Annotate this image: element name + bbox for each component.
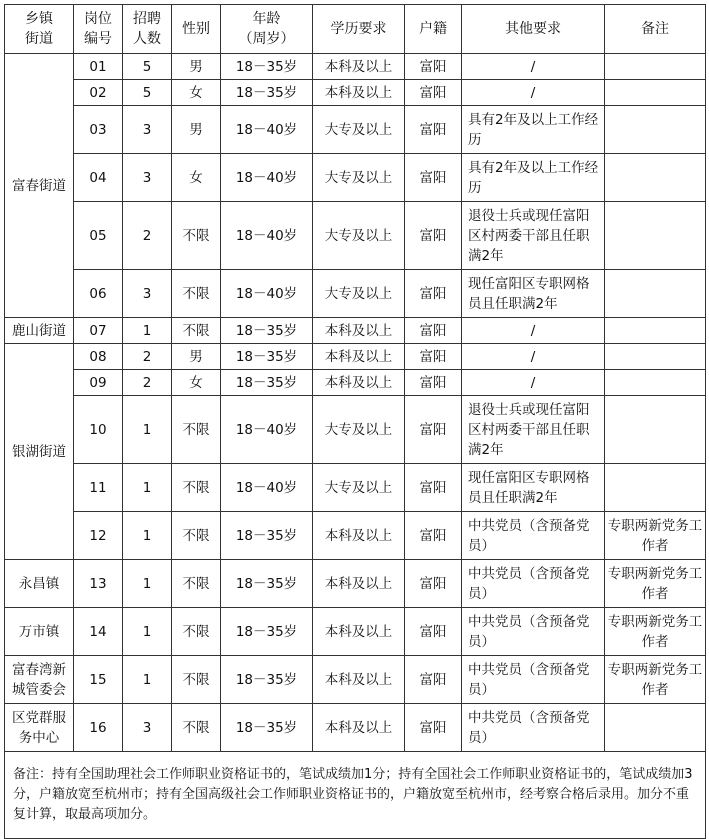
count-cell: 1: [123, 464, 172, 512]
education-cell: 大专及以上: [313, 270, 405, 318]
other-req-cell: 现任富阳区专职网格员且任职满2年: [462, 464, 605, 512]
post-id-cell: 02: [74, 80, 123, 106]
education-cell: 大专及以上: [313, 202, 405, 270]
gender-cell: 不限: [172, 270, 221, 318]
table-row: [5, 608, 706, 656]
gender-cell: 男: [172, 106, 221, 154]
other-req-cell: /: [462, 344, 605, 370]
education-cell: 本科及以上: [313, 370, 405, 396]
gender-cell: 不限: [172, 704, 221, 752]
education-cell: 本科及以上: [313, 704, 405, 752]
other-req-cell: 退役士兵或现任富阳区村两委干部且任职满2年: [462, 202, 605, 270]
table-row: [5, 464, 706, 512]
other-req-cell: 中共党员（含预备党员）: [462, 560, 605, 608]
other-req-cell: /: [462, 80, 605, 106]
post-id-cell: 16: [74, 704, 123, 752]
education-cell: 本科及以上: [313, 54, 405, 80]
post-id-cell: 07: [74, 318, 123, 344]
count-cell: 2: [123, 202, 172, 270]
recruitment-table: [4, 4, 706, 839]
gender-cell: 不限: [172, 560, 221, 608]
count-cell: 3: [123, 106, 172, 154]
hukou-cell: 富阳: [405, 270, 462, 318]
header-count: 招聘 人数: [123, 5, 172, 54]
hukou-cell: 富阳: [405, 318, 462, 344]
post-id-cell: 01: [74, 54, 123, 80]
gender-cell: 不限: [172, 464, 221, 512]
remark-cell: 专职两新党务工作者: [605, 656, 706, 704]
other-req-cell: /: [462, 318, 605, 344]
header-education: 学历要求: [313, 5, 405, 54]
table-row: [5, 656, 706, 704]
count-cell: 2: [123, 344, 172, 370]
remark-cell: [605, 106, 706, 154]
gender-cell: 女: [172, 80, 221, 106]
gender-cell: 不限: [172, 318, 221, 344]
table-row: [5, 270, 706, 318]
age-cell: 18－35岁: [221, 370, 313, 396]
gender-cell: 男: [172, 344, 221, 370]
other-req-cell: 退役士兵或现任富阳区村两委干部且任职满2年: [462, 396, 605, 464]
post-id-cell: 03: [74, 106, 123, 154]
other-req-cell: 具有2年及以上工作经历: [462, 154, 605, 202]
gender-cell: 不限: [172, 512, 221, 560]
table-row: [5, 54, 706, 80]
count-cell: 5: [123, 54, 172, 80]
age-cell: 18－40岁: [221, 396, 313, 464]
hukou-cell: 富阳: [405, 106, 462, 154]
town-cell: 富春湾新城管委会: [5, 656, 74, 704]
header-hukou: 户籍: [405, 5, 462, 54]
town-cell: 银湖街道: [5, 344, 74, 560]
remark-cell: [605, 154, 706, 202]
gender-cell: 男: [172, 54, 221, 80]
post-id-cell: 11: [74, 464, 123, 512]
post-id-cell: 12: [74, 512, 123, 560]
count-cell: 1: [123, 608, 172, 656]
age-cell: 18－40岁: [221, 464, 313, 512]
remark-cell: 专职两新党务工作者: [605, 512, 706, 560]
count-cell: 1: [123, 560, 172, 608]
gender-cell: 女: [172, 370, 221, 396]
table-row: [5, 106, 706, 154]
count-cell: 1: [123, 318, 172, 344]
note-row: [5, 752, 706, 839]
town-cell: 永昌镇: [5, 560, 74, 608]
hukou-cell: 富阳: [405, 464, 462, 512]
hukou-cell: 富阳: [405, 704, 462, 752]
count-cell: 1: [123, 512, 172, 560]
education-cell: 本科及以上: [313, 608, 405, 656]
header-town: 乡镇 街道: [5, 5, 74, 54]
count-cell: 5: [123, 80, 172, 106]
hukou-cell: 富阳: [405, 396, 462, 464]
age-cell: 18－35岁: [221, 704, 313, 752]
age-cell: 18－35岁: [221, 54, 313, 80]
education-cell: 大专及以上: [313, 154, 405, 202]
gender-cell: 不限: [172, 608, 221, 656]
age-cell: 18－35岁: [221, 512, 313, 560]
count-cell: 3: [123, 154, 172, 202]
other-req-cell: 中共党员（含预备党员）: [462, 704, 605, 752]
footnote: 备注：持有全国助理社会工作师职业资格证书的，笔试成绩加1分；持有全国社会工作师职业资格证书的，笔试成绩加3分，户籍放宽至杭州市；持有全国高级社会工作师职业资格证书的，户籍放宽至杭州市，经考察合格后录用。加分不重复计算，取最高项加分。: [5, 752, 706, 839]
other-req-cell: 中共党员（含预备党员）: [462, 512, 605, 560]
post-id-cell: 09: [74, 370, 123, 396]
education-cell: 本科及以上: [313, 512, 405, 560]
education-cell: 大专及以上: [313, 464, 405, 512]
header-remark: 备注: [605, 5, 706, 54]
other-req-cell: /: [462, 54, 605, 80]
table-row: [5, 154, 706, 202]
education-cell: 大专及以上: [313, 106, 405, 154]
remark-cell: 专职两新党务工作者: [605, 560, 706, 608]
age-cell: 18－35岁: [221, 608, 313, 656]
remark-cell: [605, 54, 706, 80]
table-row: [5, 370, 706, 396]
table-row: [5, 202, 706, 270]
post-id-cell: 04: [74, 154, 123, 202]
count-cell: 3: [123, 270, 172, 318]
remark-cell: [605, 464, 706, 512]
header-age: 年龄 （周岁）: [221, 5, 313, 54]
post-id-cell: 10: [74, 396, 123, 464]
table-row: [5, 318, 706, 344]
education-cell: 本科及以上: [313, 344, 405, 370]
age-cell: 18－40岁: [221, 270, 313, 318]
education-cell: 本科及以上: [313, 318, 405, 344]
header-gender: 性别: [172, 5, 221, 54]
education-cell: 本科及以上: [313, 560, 405, 608]
hukou-cell: 富阳: [405, 154, 462, 202]
remark-cell: [605, 396, 706, 464]
table-row: [5, 344, 706, 370]
count-cell: 3: [123, 704, 172, 752]
remark-cell: [605, 704, 706, 752]
remark-cell: [605, 344, 706, 370]
age-cell: 18－35岁: [221, 656, 313, 704]
age-cell: 18－40岁: [221, 154, 313, 202]
post-id-cell: 05: [74, 202, 123, 270]
hukou-cell: 富阳: [405, 560, 462, 608]
table-row: [5, 512, 706, 560]
age-cell: 18－35岁: [221, 344, 313, 370]
hukou-cell: 富阳: [405, 80, 462, 106]
remark-cell: [605, 370, 706, 396]
gender-cell: 不限: [172, 396, 221, 464]
town-cell: 区党群服务中心: [5, 704, 74, 752]
hukou-cell: 富阳: [405, 54, 462, 80]
remark-cell: [605, 270, 706, 318]
other-req-cell: 现任富阳区专职网格员且任职满2年: [462, 270, 605, 318]
town-cell: 富春街道: [5, 54, 74, 318]
town-cell: 鹿山街道: [5, 318, 74, 344]
remark-cell: 专职两新党务工作者: [605, 608, 706, 656]
post-id-cell: 15: [74, 656, 123, 704]
table-row: [5, 80, 706, 106]
age-cell: 18－40岁: [221, 106, 313, 154]
post-id-cell: 08: [74, 344, 123, 370]
recruitment-table-wrapper: [4, 4, 706, 839]
gender-cell: 女: [172, 154, 221, 202]
remark-cell: [605, 318, 706, 344]
hukou-cell: 富阳: [405, 344, 462, 370]
hukou-cell: 富阳: [405, 656, 462, 704]
education-cell: 大专及以上: [313, 396, 405, 464]
header-post-id: 岗位 编号: [74, 5, 123, 54]
hukou-cell: 富阳: [405, 512, 462, 560]
age-cell: 18－35岁: [221, 318, 313, 344]
hukou-cell: 富阳: [405, 202, 462, 270]
remark-cell: [605, 80, 706, 106]
gender-cell: 不限: [172, 656, 221, 704]
remark-cell: [605, 202, 706, 270]
other-req-cell: 中共党员（含预备党员）: [462, 608, 605, 656]
count-cell: 1: [123, 396, 172, 464]
age-cell: 18－40岁: [221, 202, 313, 270]
other-req-cell: /: [462, 370, 605, 396]
table-row: [5, 704, 706, 752]
hukou-cell: 富阳: [405, 608, 462, 656]
post-id-cell: 13: [74, 560, 123, 608]
post-id-cell: 06: [74, 270, 123, 318]
header-row: [5, 5, 706, 54]
hukou-cell: 富阳: [405, 370, 462, 396]
table-row: [5, 396, 706, 464]
table-row: [5, 560, 706, 608]
education-cell: 本科及以上: [313, 656, 405, 704]
count-cell: 1: [123, 656, 172, 704]
gender-cell: 不限: [172, 202, 221, 270]
other-req-cell: 具有2年及以上工作经历: [462, 106, 605, 154]
age-cell: 18－35岁: [221, 560, 313, 608]
table-body: [5, 54, 706, 752]
other-req-cell: 中共党员（含预备党员）: [462, 656, 605, 704]
age-cell: 18－35岁: [221, 80, 313, 106]
education-cell: 本科及以上: [313, 80, 405, 106]
count-cell: 2: [123, 370, 172, 396]
header-other: 其他要求: [462, 5, 605, 54]
town-cell: 万市镇: [5, 608, 74, 656]
post-id-cell: 14: [74, 608, 123, 656]
